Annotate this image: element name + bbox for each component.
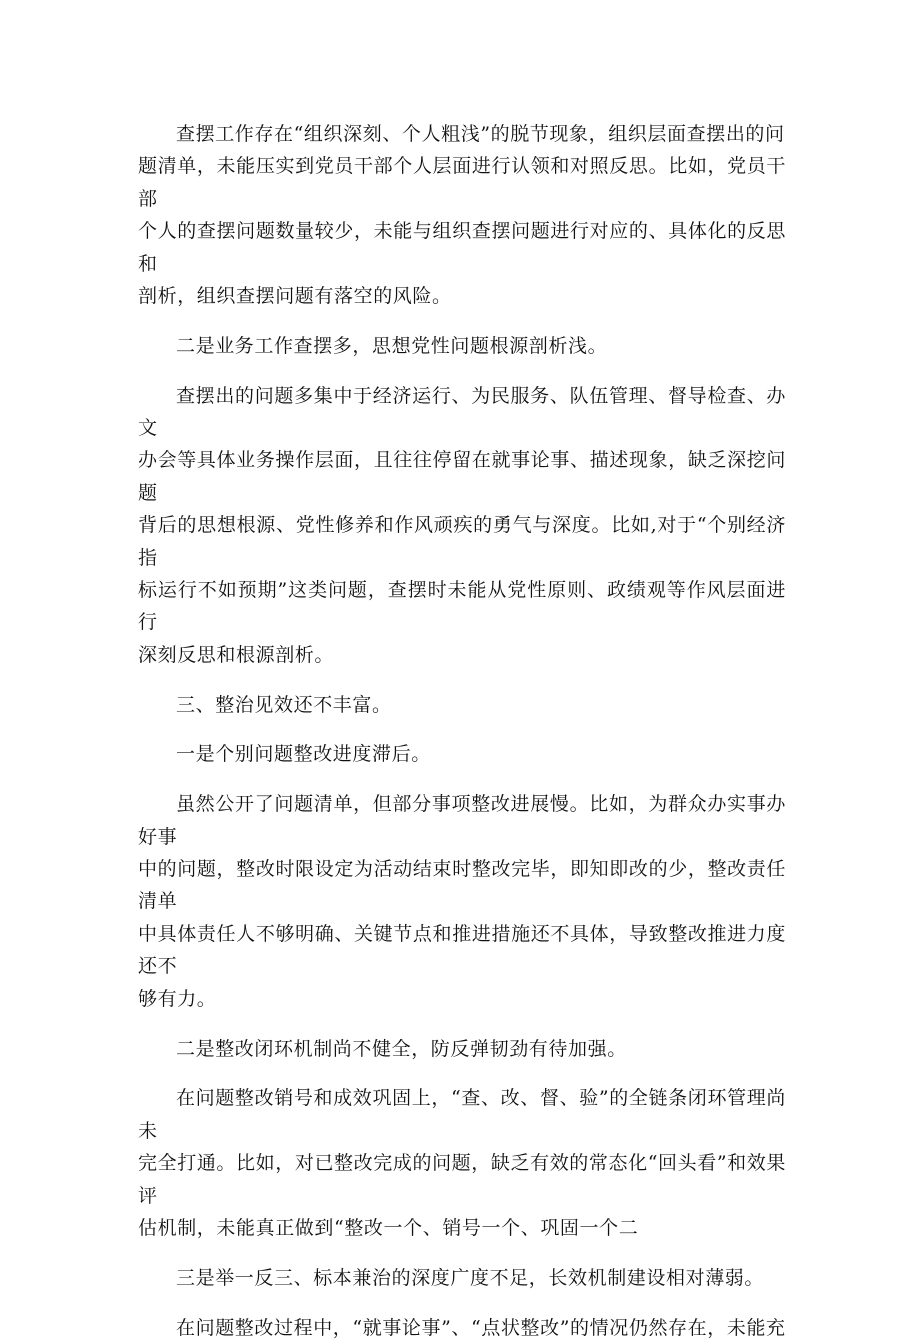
paragraph: 三、整治见效还不丰富。 (176, 693, 392, 716)
document-body (138, 118, 786, 1344)
paragraph: 查摆出的问题多集中于经济运行、为民服务、队伍管理、督导检查、办文 办会等具体业务操作层面，且往往停留在就事论事、描述现象，缺乏深挖问题 背后的思想根源、党性修养和作风顽疾的勇气与深度。比如,对于“个别经济指 标运行不如预期”这类问题，查摆时未能从党性原则、政绩观等作风层面进行 深刻反思和根源剖析。 (138, 384, 786, 666)
paragraph: 三是举一反三、标本兼治的深度广度不足，长效机制建设相对薄弱。 (176, 1266, 765, 1289)
paragraph: 二是整改闭环机制尚不健全，防反弹韧劲有待加强。 (176, 1037, 627, 1060)
paragraph: 一是个别问题整改进度滞后。 (176, 743, 431, 766)
paragraph: 查摆工作存在“组织深刻、个人粗浅”的脱节现象，组织层面查摆出的问 题清单，未能压实到党员干部个人层面进行认领和对照反思。比如，党员干部 个人的查摆问题数量较少，未能与组织查摆问题进行对应的、具体化的反思和 剖析，组织查摆问题有落空的风险。 (138, 123, 786, 308)
paragraph: 在问题整改过程中，“就事论事”、“点状整改”的情况仍然存在，未能充 (176, 1316, 786, 1339)
paragraph: 在问题整改销号和成效巩固上，“查、改、督、验”的全链条闭环管理尚未 完全打通。比如，对已整改完成的问题，缺乏有效的常态化“回头看”和效果评 估机制，未能真正做到“整改一个、销号一个、巩固一个二 (138, 1087, 786, 1239)
paragraph: 虽然公开了问题清单，但部分事项整改进展慢。比如，为群众办实事办好事 中的问题，整改时限设定为活动结束时整改完毕，即知即改的少，整改责任清单 中具体责任人不够明确、关键节点和推进措施还不具体，导致整改推进力度还不 够有力。 (138, 793, 786, 1010)
paragraph: 二是业务工作查摆多，思想党性问题根源剖析浅。 (176, 334, 608, 357)
